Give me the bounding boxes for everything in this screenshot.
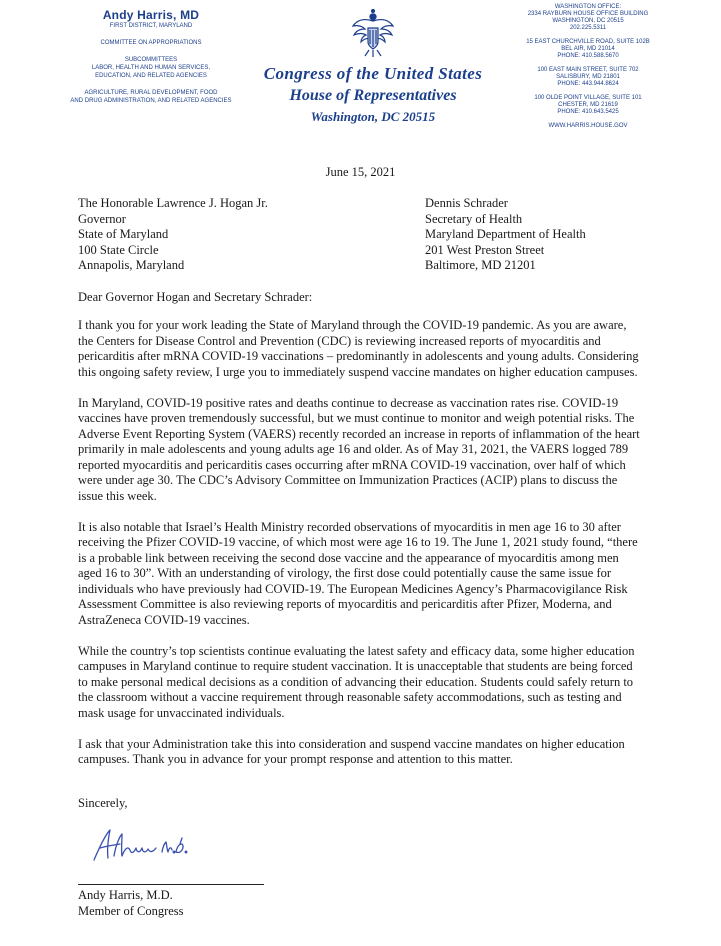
letter-date: June 15, 2021 — [325, 165, 396, 179]
salisbury-office — [508, 67, 668, 88]
website: WWW.HARRIS.HOUSE.GOV — [548, 123, 628, 129]
dc-office-line: 202.225.5311 — [569, 25, 607, 31]
address-line: Secretary of Health — [425, 211, 523, 226]
subcommittee-1-line-1: LABOR, HEALTH AND HUMAN SERVICES, — [91, 65, 211, 71]
member-info — [66, 8, 236, 105]
address-line: The Honorable Lawrence J. Hogan Jr. — [78, 196, 268, 210]
body-paragraph: While the country’s top scientists continue evaluating the latest safety and efficacy data, some higher education campuses in Maryland continue to require student vaccination. It is unacceptable that students are being forced to make personal medical decisions as a condition of advancing their education. Students could safely return to the classroom without a vaccine requirement through reasonable safety accommodations, such as testing and mask usage for unvaccinated individuals. — [78, 643, 635, 720]
dc-office-line: WASHINGTON OFFICE: — [554, 4, 622, 10]
address-line: Annapolis, Maryland — [78, 258, 185, 272]
chester-office-line: PHONE: 410.643.5425 — [557, 109, 619, 115]
subcommittee-1-line-2: EDUCATION, AND RELATED AGENCIES — [95, 73, 207, 79]
subcommittee-2-line-2: AND DRUG ADMINISTRATION, AND RELATED AGENCIES — [70, 98, 232, 104]
dc-office-line: WASHINGTON, DC 20515 — [552, 18, 624, 24]
bel-air-office-line: 15 EAST CHURCHVILLE ROAD, SUITE 102B — [526, 39, 650, 45]
salisbury-office-line: PHONE: 443.944.8624 — [557, 81, 619, 87]
bel-air-office — [508, 39, 668, 60]
signer-title: Member of Congress — [78, 903, 184, 918]
recipient-address-governor — [78, 196, 268, 274]
salisbury-office-line: 100 EAST MAIN STREET, SUITE 702 — [537, 67, 639, 73]
dc-office — [508, 4, 668, 32]
address-line: State of Maryland — [78, 227, 169, 241]
bel-air-office-line: PHONE: 410.588.5670 — [557, 53, 619, 59]
handwritten-signature — [90, 826, 200, 866]
congress-title: Congress of the United States — [263, 64, 483, 83]
address-line: 100 State Circle — [78, 242, 159, 257]
member-district: FIRST DISTRICT, MARYLAND — [109, 23, 193, 29]
chester-office — [508, 95, 668, 116]
letter-body — [78, 318, 644, 783]
body-paragraph: I ask that your Administration take this into consideration and suspend vaccine mandates on higher education campuses. Thank you in advance for your prompt response and attention to this matter. — [78, 736, 625, 766]
subcommittee-2-line-1: AGRICULTURE, RURAL DEVELOPMENT, FOOD — [84, 90, 218, 96]
signer-name: Andy Harris, M.D. — [78, 888, 173, 902]
recipient-address-secretary — [425, 196, 586, 274]
letterhead-city: Washington, DC 20515 — [310, 109, 436, 124]
letterhead — [0, 0, 721, 160]
address-line: Maryland Department of Health — [425, 227, 586, 241]
subcommittees-heading: SUBCOMMITTEES — [124, 57, 178, 63]
signer-block — [78, 888, 184, 919]
address-line: Baltimore, MD 21201 — [425, 258, 536, 272]
body-paragraph: It is also notable that Israel’s Health Ministry recorded observations of myocarditis in men age 16 to 30 after receiving the Pfizer COVID-19 vaccine, of which most were age 16 to 19. The June 1, 2021 study found, “there is a probable link between receiving the second dose vaccine and the appearance of myocarditis among men aged 16 to 30”. With an understanding of virology, the first dose could potentially cause the same issue for individuals who have previously had COVID-19. The European Medicines Agency’s Pharmacovigilance Risk Assessment Committee is also reviewing reports of myocarditis and pericarditis after Pfizer, Moderna, and AstraZeneca COVID-19 vaccines. — [78, 519, 638, 627]
bel-air-office-line: BEL AIR, MD 21014 — [561, 46, 615, 52]
salutation: Dear Governor Hogan and Secretary Schrader: — [78, 290, 313, 304]
signature-line — [78, 884, 264, 885]
chester-office-line: CHESTER, MD 21619 — [558, 102, 618, 108]
chester-office-line: 100 OLDE POINT VILLAGE, SUITE 101 — [534, 95, 642, 101]
body-paragraph: In Maryland, COVID-19 positive rates and deaths continue to decrease as vaccination rates rise. COVID-19 vaccines have proven tremendously successful, but we must continue to monitor and weigh potential risks. The Adverse Event Reporting System (VAERS) recently recorded an increase in reports of inflammation of the heart primarily in male adolescents and young adults age 16 and older. As of May 31, 2021, the VAERS logged 789 reported myocarditis and pericarditis cases occurring after mRNA COVID-19 vaccination, over half of which were under age 30. The CDC’s Advisory Committee on Immunization Practices (ACIP) plans to discuss the issue this week. — [78, 395, 640, 503]
house-title: House of Representatives — [289, 87, 457, 104]
address-line: 201 West Preston Street — [425, 242, 545, 257]
closing: Sincerely, — [78, 796, 128, 810]
body-paragraph: I thank you for your work leading the State of Maryland through the COVID-19 pandemic. As you are aware, the Centers for Disease Control and Prevention (CDC) is reviewing increased reports of myocarditis and pericarditis after mRNA COVID-19 vaccinations – predominantly in adolescents and young adults. Considering this ongoing safety review, I urge you to immediately suspend vaccine mandates on higher education campuses. — [78, 318, 639, 379]
dc-office-line: 2334 RAYBURN HOUSE OFFICE BUILDING — [527, 11, 649, 17]
eagle-seal-icon — [350, 8, 396, 62]
member-name: Andy Harris, MD — [102, 8, 200, 22]
salisbury-office-line: SALISBURY, MD 21801 — [556, 74, 620, 80]
congress-header — [238, 8, 508, 125]
office-addresses — [508, 4, 668, 137]
committee-name: COMMITTEE ON APPROPRIATIONS — [100, 40, 202, 46]
address-line: Governor — [78, 211, 126, 226]
address-line: Dennis Schrader — [425, 196, 508, 210]
